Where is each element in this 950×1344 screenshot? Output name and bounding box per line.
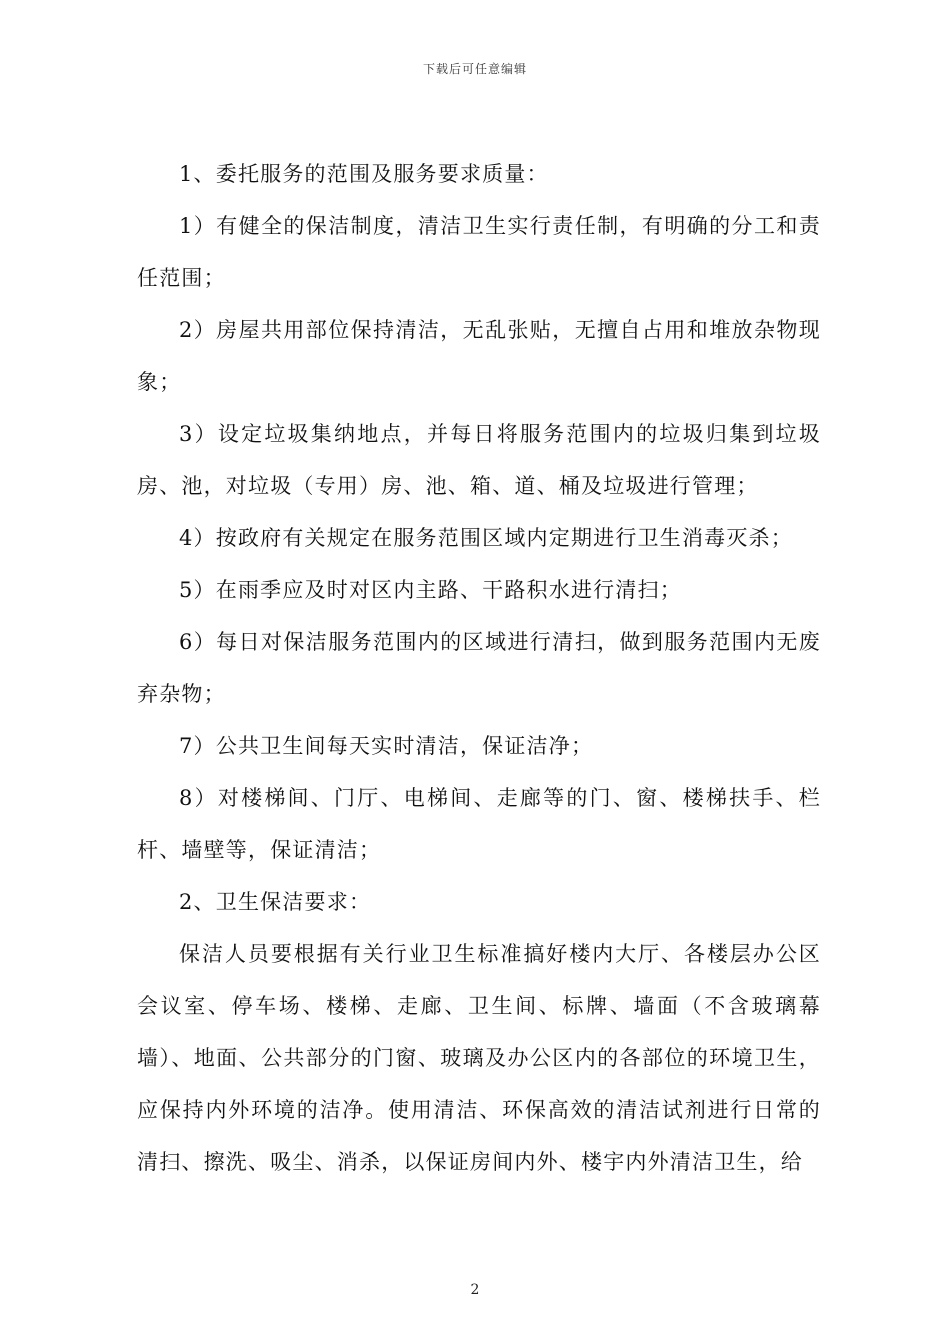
paragraph-item-4: 4）按政府有关规定在服务范围区域内定期进行卫生消毒灭杀； bbox=[179, 526, 793, 550]
header-note: 下载后可任意编辑 bbox=[422, 62, 527, 76]
paragraph-item-2: 2）房屋共用部位保持清洁，无乱张贴，无擅自占用和堆放杂物现象； bbox=[137, 318, 821, 394]
paragraph-cleaning-requirements: 保洁人员要根据有关行业卫生标准搞好楼内大厅、各楼层办公区会议室、停车场、楼梯、走廊、卫生间、标牌、墙面（不含玻璃幕墙）、地面、公共部分的门窗、玻璃及办公区内的各部位的环境卫生，应保持内外环境的洁净。使用清洁、环保高效的清洁试剂进行日常的清扫、擦洗、吸尘、消杀，以保证房间内外、楼宇内外清洁卫生，给 bbox=[137, 942, 821, 1174]
paragraph-section-1-heading: 1、委托服务的范围及服务要求质量： bbox=[179, 162, 549, 186]
document-body bbox=[137, 148, 821, 1188]
paragraph-item-1: 1）有健全的保洁制度，清洁卫生实行责任制，有明确的分工和责任范围； bbox=[137, 214, 821, 290]
paragraph-item-8: 8）对楼梯间、门厅、电梯间、走廊等的门、窗、楼梯扶手、栏杆、墙壁等，保证清洁； bbox=[137, 786, 821, 862]
page-number: 2 bbox=[470, 1282, 480, 1298]
paragraph-item-6: 6）每日对保洁服务范围内的区域进行清扫，做到服务范围内无废弃杂物； bbox=[137, 630, 821, 706]
paragraph-item-7: 7）公共卫生间每天实时清洁，保证洁净； bbox=[179, 734, 594, 758]
paragraph-section-2-heading: 2、卫生保洁要求： bbox=[179, 890, 372, 914]
paragraph-item-3: 3）设定垃圾集纳地点，并每日将服务范围内的垃圾归集到垃圾房、池，对垃圾（专用）房、池、箱、道、桶及垃圾进行管理； bbox=[137, 422, 821, 498]
paragraph-item-5: 5）在雨季应及时对区内主路、干路积水进行清扫； bbox=[179, 578, 682, 602]
